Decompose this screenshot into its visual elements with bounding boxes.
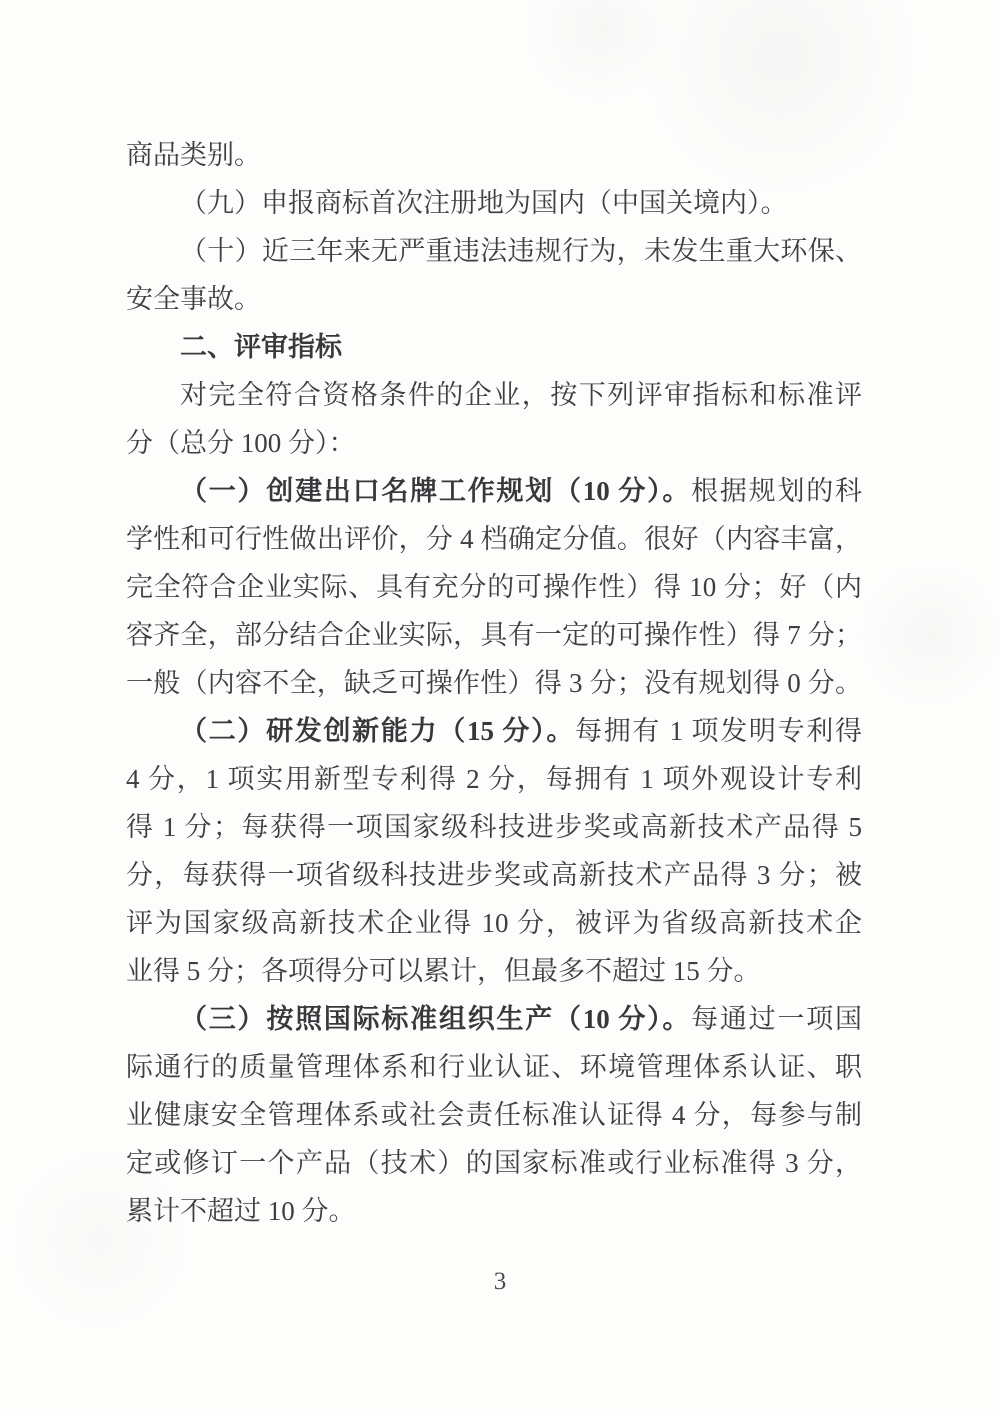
text-segment: 4 分，1 项实用新型专利得 2 分，每拥有 1 项外观设计专利: [126, 764, 862, 794]
text-line: [126, 1187, 862, 1235]
text-segment: 定或修订一个产品（技术）的国家标准或行业标准得 3 分，: [126, 1148, 862, 1178]
text-line: [126, 515, 862, 563]
text-segment: （九）申报商标首次注册地为国内（中国关境内）。: [180, 188, 788, 218]
text-line: [126, 803, 862, 851]
text-line: [126, 179, 862, 227]
text-segment: 完全符合企业实际、具有充分的可操作性）得 10 分；好（内: [126, 572, 862, 602]
text-line: [126, 755, 862, 803]
text-line: [126, 131, 862, 179]
text-segment: 每通过一项国: [691, 1004, 862, 1034]
text-segment: 业健康安全管理体系或社会责任标准认证得 4 分，每参与制: [126, 1100, 862, 1130]
heading-segment: 二、评审指标: [180, 332, 342, 362]
text-segment: 分，每获得一项省级科技进步奖或高新技术产品得 3 分；被: [126, 860, 862, 890]
text-segment: 学性和可行性做出评价，分 4 档确定分值。很好（内容丰富，: [126, 524, 862, 554]
document-text-block: [126, 131, 862, 1235]
text-line: [126, 899, 862, 947]
text-segment: 安全事故。: [126, 284, 261, 314]
text-line: [126, 275, 862, 323]
section-heading: [126, 323, 862, 371]
text-line: [126, 563, 862, 611]
text-line: [126, 995, 862, 1043]
page-number: 3: [493, 1268, 507, 1295]
subsection-heading-segment: （二）研发创新能力（15 分）。: [180, 716, 576, 746]
text-line: [126, 1091, 862, 1139]
text-line: [126, 419, 862, 467]
text-line: [126, 947, 862, 995]
text-line: [126, 1139, 862, 1187]
text-segment: 得 1 分；每获得一项国家级科技进步奖或高新技术产品得 5: [126, 812, 862, 842]
text-segment: 业得 5 分；各项得分可以累计，但最多不超过 15 分。: [126, 956, 761, 986]
text-line: [126, 467, 862, 515]
text-line: [126, 851, 862, 899]
text-segment: 商品类别。: [126, 140, 261, 170]
text-line: [126, 659, 862, 707]
text-line: [126, 707, 862, 755]
text-segment: 分（总分 100 分）：: [126, 428, 356, 458]
text-line: [126, 611, 862, 659]
text-segment: 根据规划的科: [691, 476, 862, 506]
text-segment: 对完全符合资格条件的企业，按下列评审指标和标准评: [180, 380, 862, 410]
text-line: [126, 371, 862, 419]
text-segment: 际通行的质量管理体系和行业认证、环境管理体系认证、职: [126, 1052, 862, 1082]
subsection-heading-segment: （三）按照国际标准组织生产（10 分）。: [180, 1004, 692, 1034]
text-line: [126, 1043, 862, 1091]
text-segment: 每拥有 1 项发明专利得: [575, 716, 862, 746]
subsection-heading-segment: （一）创建出口名牌工作规划（10 分）。: [180, 476, 692, 506]
text-segment: 评为国家级高新技术企业得 10 分，被评为省级高新技术企: [126, 908, 862, 938]
text-line: [126, 227, 862, 275]
text-segment: （十）近三年来无严重违法违规行为，未发生重大环保、: [180, 236, 862, 266]
text-segment: 累计不超过 10 分。: [126, 1196, 356, 1226]
text-segment: 容齐全，部分结合企业实际，具有一定的可操作性）得 7 分；: [126, 620, 862, 650]
text-segment: 一般（内容不全，缺乏可操作性）得 3 分；没有规划得 0 分。: [126, 668, 862, 698]
